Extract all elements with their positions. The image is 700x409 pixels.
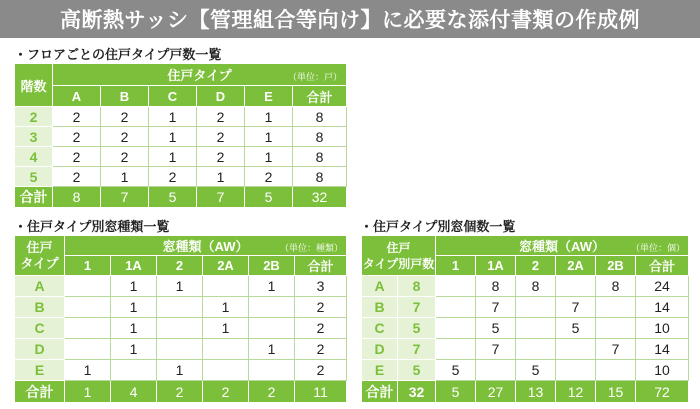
table-cell xyxy=(476,360,516,381)
table-cell xyxy=(157,297,203,318)
table-cell xyxy=(65,297,111,318)
table-cell xyxy=(436,318,476,339)
column-header: 合計 xyxy=(636,256,689,276)
table-cell: 2 xyxy=(53,147,101,167)
table-cell: 5 xyxy=(436,360,476,381)
column-header: 2A xyxy=(556,256,596,276)
table-cell xyxy=(436,276,476,297)
table-cell xyxy=(436,297,476,318)
row-label: 2 xyxy=(15,107,53,127)
table-cell: 2 xyxy=(197,147,245,167)
column-header: A xyxy=(53,86,101,107)
unit-type-count-corner-header xyxy=(362,236,436,276)
total-cell: 72 xyxy=(636,381,689,403)
table-row xyxy=(362,276,689,297)
table-cell: 8 xyxy=(293,127,347,147)
total-row xyxy=(15,187,347,208)
total-cell: 27 xyxy=(476,381,516,403)
corner-line: 住戸 xyxy=(386,240,411,255)
table-row xyxy=(362,360,689,381)
floor-unit-type-table xyxy=(14,63,347,208)
table-cell: 10 xyxy=(636,360,689,381)
table-cell: 1 xyxy=(157,360,203,381)
unit-type-group-header xyxy=(53,64,347,86)
row-label: C xyxy=(15,318,65,339)
table-row xyxy=(362,318,689,339)
column-header: 2B xyxy=(249,256,295,276)
row-label: E xyxy=(15,360,65,381)
row-label: A xyxy=(15,276,65,297)
table-cell: 2 xyxy=(295,360,347,381)
column-header: 2B xyxy=(596,256,636,276)
total-cell: 1 xyxy=(65,381,111,403)
window-type-table xyxy=(14,235,347,403)
table-cell: 1 xyxy=(111,276,157,297)
table-cell xyxy=(249,318,295,339)
row-label: D xyxy=(15,339,65,360)
total-label: 合計 xyxy=(362,381,398,403)
table-row xyxy=(15,360,347,381)
table-cell: 2 xyxy=(53,107,101,127)
corner-line: タイプ別戸数 xyxy=(362,256,435,271)
unit-count: 7 xyxy=(398,339,436,360)
table-cell xyxy=(65,276,111,297)
table-cell xyxy=(516,297,556,318)
column-header: 2 xyxy=(516,256,556,276)
total-cell: 2 xyxy=(157,381,203,403)
floor-table-title: ・フロアごとの住戸タイプ戸数一覧 xyxy=(14,48,222,63)
window-type-group-label: 窓種類（AW） xyxy=(519,239,605,254)
window-type-group-header xyxy=(65,236,347,256)
column-header: E xyxy=(245,86,293,107)
table-row xyxy=(362,297,689,318)
table-cell xyxy=(65,339,111,360)
table-row xyxy=(15,276,347,297)
table-cell: 7 xyxy=(476,297,516,318)
table-cell: 2 xyxy=(295,297,347,318)
row-label: E xyxy=(362,360,398,381)
column-header: 合計 xyxy=(293,86,347,107)
table-cell xyxy=(157,339,203,360)
total-label: 合計 xyxy=(15,381,65,403)
row-label: 4 xyxy=(15,147,53,167)
table-cell xyxy=(203,360,249,381)
column-header: 2 xyxy=(157,256,203,276)
table-cell: 1 xyxy=(111,339,157,360)
table-cell: 1 xyxy=(149,147,197,167)
table-cell: 1 xyxy=(245,127,293,147)
table-cell xyxy=(249,360,295,381)
table-cell: 5 xyxy=(516,360,556,381)
table-row xyxy=(15,107,347,127)
row-label: D xyxy=(362,339,398,360)
total-cell: 7 xyxy=(101,187,149,208)
column-header: 1A xyxy=(476,256,516,276)
table-cell xyxy=(596,318,636,339)
table-cell: 1 xyxy=(65,360,111,381)
row-label: C xyxy=(362,318,398,339)
floor-corner-header: 階数 xyxy=(15,64,53,107)
table-cell: 1 xyxy=(101,167,149,187)
table-cell: 8 xyxy=(293,107,347,127)
table-cell xyxy=(203,339,249,360)
total-cell: 4 xyxy=(111,381,157,403)
total-cell: 2 xyxy=(203,381,249,403)
table-cell: 3 xyxy=(295,276,347,297)
total-cell: 32 xyxy=(293,187,347,208)
row-label: 5 xyxy=(15,167,53,187)
table-row xyxy=(362,339,689,360)
total-cell: 5 xyxy=(436,381,476,403)
total-cell: 8 xyxy=(53,187,101,208)
total-cell: 15 xyxy=(596,381,636,403)
table-cell xyxy=(436,339,476,360)
table-cell: 1 xyxy=(111,297,157,318)
row-label: 3 xyxy=(15,127,53,147)
table-cell: 1 xyxy=(245,107,293,127)
unit-label: （単位：戸） xyxy=(288,72,343,82)
unit-type-corner-header xyxy=(15,236,65,276)
column-header: 合計 xyxy=(295,256,347,276)
table-cell xyxy=(203,276,249,297)
table-cell: 1 xyxy=(249,339,295,360)
table-cell: 1 xyxy=(149,127,197,147)
table-row xyxy=(15,297,347,318)
table-cell: 24 xyxy=(636,276,689,297)
table-cell: 1 xyxy=(249,276,295,297)
total-row xyxy=(15,381,347,403)
unit-count: 7 xyxy=(398,297,436,318)
table-cell: 1 xyxy=(197,167,245,187)
table-cell: 14 xyxy=(636,297,689,318)
total-cell: 11 xyxy=(295,381,347,403)
unit-count: 8 xyxy=(398,276,436,297)
table-cell: 2 xyxy=(149,167,197,187)
table-cell: 8 xyxy=(293,147,347,167)
window-type-table-title: ・住戸タイプ別窓種類一覧 xyxy=(14,220,170,235)
table-cell: 2 xyxy=(295,339,347,360)
table-cell: 7 xyxy=(476,339,516,360)
table-cell: 1 xyxy=(157,276,203,297)
table-cell: 1 xyxy=(203,318,249,339)
column-header-row xyxy=(15,86,347,107)
table-cell xyxy=(65,318,111,339)
table-cell: 2 xyxy=(53,167,101,187)
row-label: A xyxy=(362,276,398,297)
table-cell: 2 xyxy=(101,147,149,167)
column-header: 1 xyxy=(65,256,111,276)
total-count: 32 xyxy=(398,381,436,403)
column-header: 2A xyxy=(203,256,249,276)
table-cell: 8 xyxy=(293,167,347,187)
total-cell: 2 xyxy=(249,381,295,403)
table-row xyxy=(15,147,347,167)
table-cell: 2 xyxy=(245,167,293,187)
table-cell xyxy=(596,297,636,318)
table-cell xyxy=(596,360,636,381)
unit-count: 5 xyxy=(398,360,436,381)
table-cell: 2 xyxy=(197,127,245,147)
table-cell: 14 xyxy=(636,339,689,360)
table-cell xyxy=(516,318,556,339)
table-cell xyxy=(556,276,596,297)
table-cell xyxy=(111,360,157,381)
unit-label: （単位：個） xyxy=(631,243,686,253)
table-cell xyxy=(249,297,295,318)
table-cell: 2 xyxy=(101,107,149,127)
table-cell: 1 xyxy=(149,107,197,127)
row-label: B xyxy=(362,297,398,318)
column-header: 1 xyxy=(436,256,476,276)
table-cell: 1 xyxy=(111,318,157,339)
table-cell: 5 xyxy=(476,318,516,339)
unit-label: （単位：種類） xyxy=(280,243,344,253)
corner-line: 住戸 xyxy=(26,239,53,255)
table-cell: 2 xyxy=(53,127,101,147)
total-cell: 5 xyxy=(149,187,197,208)
window-count-table-title: ・住戸タイプ別窓個数一覧 xyxy=(360,220,516,235)
table-cell: 7 xyxy=(556,297,596,318)
table-cell: 8 xyxy=(596,276,636,297)
table-cell: 2 xyxy=(101,127,149,147)
table-cell xyxy=(157,318,203,339)
table-cell: 8 xyxy=(516,276,556,297)
page-title: 高断熱サッシ【管理組合等向け】に必要な添付書類の作成例 xyxy=(0,0,700,38)
corner-line: タイプ xyxy=(20,255,59,271)
table-row xyxy=(15,167,347,187)
table-cell: 1 xyxy=(245,147,293,167)
table-cell: 2 xyxy=(197,107,245,127)
row-label: B xyxy=(15,297,65,318)
table-cell: 5 xyxy=(556,318,596,339)
table-row xyxy=(15,339,347,360)
total-cell: 12 xyxy=(556,381,596,403)
table-cell xyxy=(556,360,596,381)
table-cell: 10 xyxy=(636,318,689,339)
unit-type-group-label: 住戸タイプ xyxy=(167,68,232,83)
table-cell xyxy=(556,339,596,360)
column-header: C xyxy=(149,86,197,107)
total-cell: 5 xyxy=(245,187,293,208)
table-row xyxy=(15,127,347,147)
column-header: D xyxy=(197,86,245,107)
total-row xyxy=(362,381,689,403)
total-cell: 7 xyxy=(197,187,245,208)
total-cell: 13 xyxy=(516,381,556,403)
table-cell: 1 xyxy=(203,297,249,318)
total-label: 合計 xyxy=(15,187,53,208)
table-cell: 2 xyxy=(295,318,347,339)
window-type-group-label: 窓種類（AW） xyxy=(162,239,249,254)
window-count-table xyxy=(361,235,689,403)
table-cell xyxy=(516,339,556,360)
unit-count: 5 xyxy=(398,318,436,339)
window-type-group-header xyxy=(436,236,689,256)
column-header: 1A xyxy=(111,256,157,276)
table-row xyxy=(15,318,347,339)
table-cell: 7 xyxy=(596,339,636,360)
table-cell: 8 xyxy=(476,276,516,297)
column-header: B xyxy=(101,86,149,107)
